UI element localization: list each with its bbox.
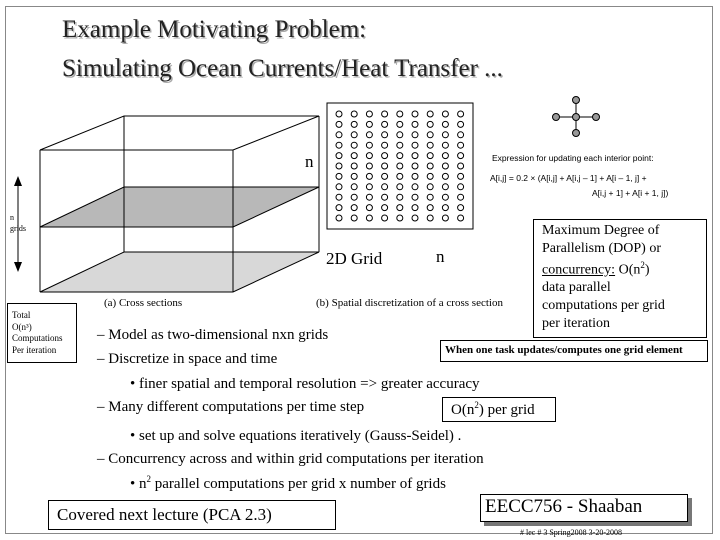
expression-line1: A[i,j] = 0.2 × (A[i,j] + A[i,j – 1] + A[i – 1, j] + <box>490 173 647 183</box>
discretization-grid <box>327 103 473 229</box>
arrow-up-icon <box>14 176 22 186</box>
grid-point <box>366 121 372 127</box>
grid-point <box>366 142 372 148</box>
grid-point <box>458 153 464 159</box>
grid-point <box>458 215 464 221</box>
slide-title-line2: Simulating Ocean Currents/Heat Transfer ... <box>62 55 503 82</box>
bullet-resolution: • finer spatial and temporal resolution => greater accuracy <box>130 376 480 392</box>
grid-point <box>351 173 357 179</box>
grid-point <box>397 215 403 221</box>
grid-point <box>458 173 464 179</box>
dop-concurrency-label: concurrency: <box>542 262 616 278</box>
grid-point <box>442 215 448 221</box>
grid-point <box>427 111 433 117</box>
grid-point <box>336 194 342 200</box>
grid-point <box>427 184 433 190</box>
grid-point <box>351 153 357 159</box>
grid-point <box>442 121 448 127</box>
dop-line1: Maximum Degree of <box>542 223 660 238</box>
grid-point <box>397 184 403 190</box>
grid-point <box>382 205 388 211</box>
grid-point <box>397 163 403 169</box>
expression-line2: A[i,j + 1] + A[i + 1, j]) <box>592 188 669 198</box>
grid-point <box>412 132 418 138</box>
grid-point <box>336 205 342 211</box>
grid-point <box>336 153 342 159</box>
grid-point <box>412 194 418 200</box>
total-computations-box <box>7 303 77 363</box>
course-badge: EECC756 - Shaaban <box>480 494 688 522</box>
grid-point <box>442 111 448 117</box>
grid-point <box>458 163 464 169</box>
grid-point <box>366 194 372 200</box>
grid-point <box>397 194 403 200</box>
grid-point <box>427 173 433 179</box>
grid-point <box>336 111 342 117</box>
grid-point <box>442 142 448 148</box>
grid-point <box>397 121 403 127</box>
grid-point <box>427 121 433 127</box>
bullet-model-grids: – Model as two-dimensional nxn grids <box>97 327 329 343</box>
grid-point <box>336 142 342 148</box>
grid-point <box>397 142 403 148</box>
grid-point <box>458 121 464 127</box>
grid-point <box>458 132 464 138</box>
total-line1: Total <box>12 310 31 320</box>
caption-spatial-discretization: (b) Spatial discretization of a cross section <box>316 297 503 309</box>
bullet-discretize: – Discretize in space and time <box>97 351 278 367</box>
grid-point <box>382 215 388 221</box>
grid-point <box>382 111 388 117</box>
grid-point <box>442 132 448 138</box>
grid-point <box>442 205 448 211</box>
grid-point <box>412 142 418 148</box>
grid-point <box>458 184 464 190</box>
grid-point <box>336 173 342 179</box>
grid-point <box>458 111 464 117</box>
n-left-label: n <box>305 152 314 171</box>
grid-point <box>427 205 433 211</box>
grid-point <box>412 153 418 159</box>
total-line4: Per iteration <box>12 344 57 355</box>
grid-point <box>397 111 403 117</box>
grid-point <box>351 142 357 148</box>
grid-point <box>427 215 433 221</box>
grid-point <box>366 153 372 159</box>
covered-next-lecture-box: Covered next lecture (PCA 2.3) <box>48 500 336 530</box>
expression-heading: Expression for updating each interior point: <box>492 153 654 163</box>
caption-cross-sections: (a) Cross sections <box>104 297 183 309</box>
grid-point <box>382 153 388 159</box>
grid-point <box>366 132 372 138</box>
grid-point <box>366 163 372 169</box>
grid-point <box>442 173 448 179</box>
dop-line3: concurrency: $O(n^2)$ <box>542 260 650 278</box>
grid-point <box>382 184 388 190</box>
grid-point <box>382 173 388 179</box>
per-grid-box: $O(n^2)$ per grid <box>442 397 556 422</box>
grid-point <box>351 215 357 221</box>
grid-point <box>412 205 418 211</box>
arrow-down-icon <box>14 262 22 272</box>
grid-point <box>442 153 448 159</box>
grid-point <box>366 111 372 117</box>
grid-point <box>442 184 448 190</box>
grid-point <box>382 194 388 200</box>
grid-point <box>351 163 357 169</box>
slide-info: # lec # 3 Spring2008 3-20-2008 <box>520 528 622 537</box>
grid-point <box>458 194 464 200</box>
grid-point <box>397 153 403 159</box>
grid-point <box>336 132 342 138</box>
dop-box <box>533 219 707 338</box>
grid-point <box>366 184 372 190</box>
one-task-note: When one task updates/computes one grid element <box>440 340 708 362</box>
grid-point <box>442 194 448 200</box>
dop-line2: Parallelism (DOP) or <box>542 240 661 256</box>
grid-point <box>397 205 403 211</box>
grid-label: 2D Grid <box>326 249 383 268</box>
grid-point <box>382 132 388 138</box>
grid-point <box>427 132 433 138</box>
grid-point <box>351 184 357 190</box>
grid-point <box>427 142 433 148</box>
grid-point <box>412 184 418 190</box>
n-grids-label: n grids <box>10 213 26 233</box>
middle-section-plane <box>40 187 319 227</box>
grid-point <box>336 184 342 190</box>
bottom-section-plane <box>40 252 319 292</box>
grid-point <box>351 194 357 200</box>
total-line2: O(n³) <box>12 321 32 332</box>
dop-line4: data parallel <box>542 280 611 296</box>
n-bottom-label: n <box>436 247 445 266</box>
grid-point <box>382 163 388 169</box>
grid-point <box>458 142 464 148</box>
grid-point <box>442 163 448 169</box>
grid-point <box>397 132 403 138</box>
slide-title-line1: Example Motivating Problem: <box>62 16 367 43</box>
top-section-plane <box>40 116 319 150</box>
grid-point <box>412 121 418 127</box>
grid-point <box>427 194 433 200</box>
dop-line5: computations per grid <box>542 298 665 314</box>
grid-point <box>382 121 388 127</box>
grid-point <box>412 215 418 221</box>
grid-point <box>427 163 433 169</box>
grid-point <box>336 121 342 127</box>
grid-point <box>412 111 418 117</box>
grid-point <box>366 173 372 179</box>
grid-point <box>336 163 342 169</box>
grid-point <box>351 111 357 117</box>
bullet-concurrency: – Concurrency across and within grid computations per iteration <box>97 451 484 467</box>
grid-point <box>336 215 342 221</box>
grid-point <box>412 163 418 169</box>
grid-point <box>351 132 357 138</box>
grid-point <box>382 142 388 148</box>
grid-point <box>412 173 418 179</box>
grid-point <box>351 121 357 127</box>
grid-point <box>458 205 464 211</box>
grid-point <box>351 205 357 211</box>
grid-point <box>366 205 372 211</box>
stencil-icon <box>553 97 600 137</box>
bullet-many-computations: – Many different computations per time step <box>97 399 365 415</box>
grid-point <box>366 215 372 221</box>
bullet-gauss-seidel: • set up and solve equations iteratively (Gauss-Seidel) . <box>130 428 462 444</box>
grid-point <box>427 153 433 159</box>
bullet-parallel-computations: • $n^2$ parallel computations per grid x number of grids <box>130 474 446 492</box>
total-line3: Computations <box>12 333 63 343</box>
dop-line6: per iteration <box>542 315 611 331</box>
grid-point <box>397 173 403 179</box>
